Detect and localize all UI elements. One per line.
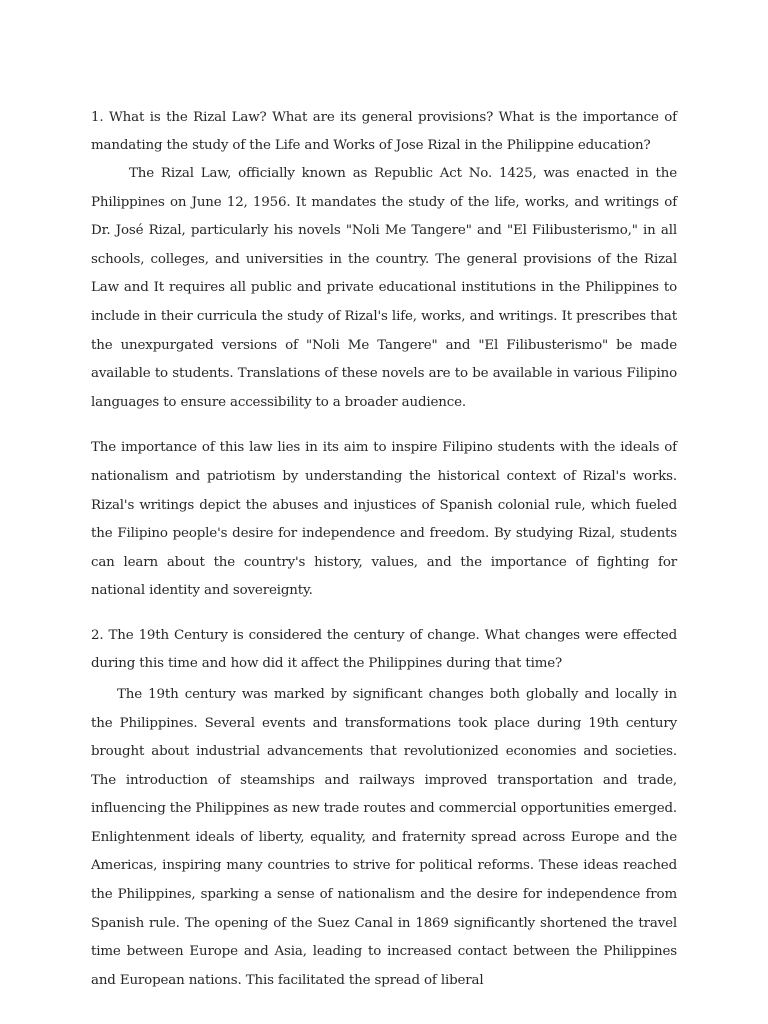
question-2: 2. The 19th Century is considered the century of change. What changes were effected during this time and how did it affect the Philippines during that time? (91, 627, 677, 671)
answer-1-paragraph-2: The importance of this law lies in its aim to inspire Filipino students with the ideals of nationalism and patriotism by understanding the historical context of Rizal's works. Rizal's writings depict the abuses and injustices of Spanish colonial rule, which fueled the Filipino people's desire for independence and freedom. By studying Rizal, students can learn about the country's history, values, and the importance of fighting for national identity and sovereignty. (91, 440, 677, 599)
question-1: 1. What is the Rizal Law? What are its general provisions? What is the importance of mandating the study of the Life and Works of Jose Rizal in the Philippine education? (91, 110, 677, 153)
document-page (91, 104, 677, 995)
answer-1-paragraph-1: The Rizal Law, officially known as Republic Act No. 1425, was enacted in the Philippines on June 12, 1956. It mandates the study of the life, works, and writings of Dr. José Rizal, particularly his novels "Noli Me Tangere" and "El Filibusterismo," in all schools, colleges, and universities in the country. The general provisions of the Rizal Law and It requires all public and private educational institutions in the Philippines to include in their curricula the study of Rizal's life, works, and writings. It prescribes that the unexpurgated versions of "Noli Me Tangere" and "El Filibusterismo" be made available to students. Translations of these novels are to be available in various Filipino languages to ensure accessibility to a broader audience. (91, 166, 677, 410)
answer-2-paragraph-1: The 19th century was marked by significant changes both globally and locally in the Philippines. Several events and transformations took place during 19th century brought about industrial advancements that revolutionized economies and societies. The introduction of steamships and railways improved transportation and trade, influencing the Philippines as new trade routes and commercial opportunities emerged. Enlightenment ideals of liberty, equality, and fraternity spread across Europe and the Americas, inspiring many countries to strive for political reforms. These ideas reached the Philippines, sparking a sense of nationalism and the desire for independence from Spanish rule. The opening of the Suez Canal in 1869 significantly shortened the travel time between Europe and Asia, leading to increased contact between the Philippines and European nations. This facilitated the spread of liberal (91, 686, 677, 988)
